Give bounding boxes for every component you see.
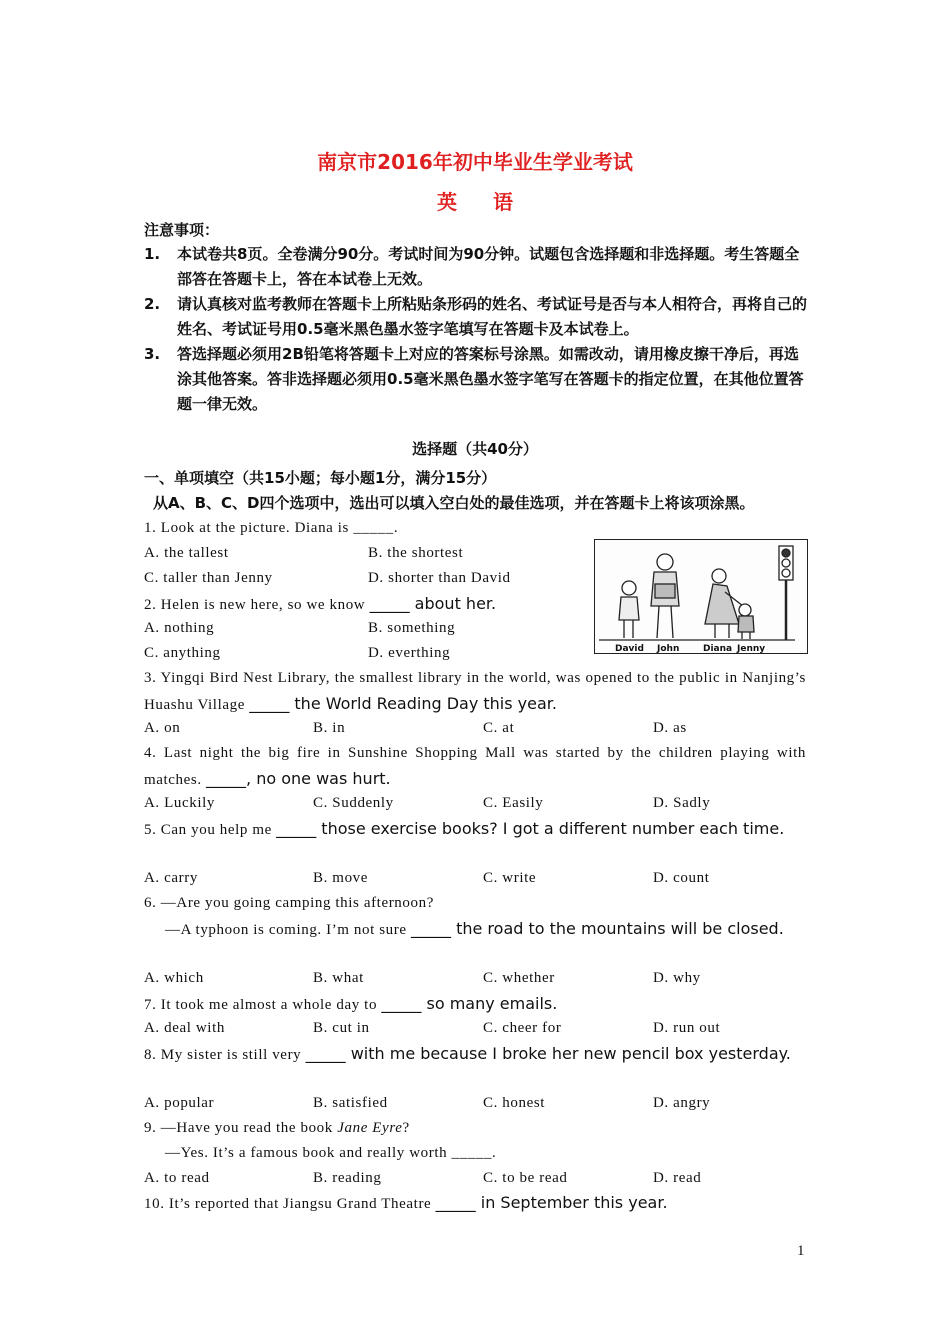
picture-label-diana: Diana: [703, 644, 733, 653]
option: D. count: [653, 870, 710, 886]
option: B. in: [313, 720, 346, 736]
picture-label-john: John: [657, 644, 680, 653]
note-text: 本试卷共8页。全卷满分90分。考试时间为90分钟。试题包含选择题和非选择题。考生答题全部答在答题卡上，答在本试卷上无效。: [177, 245, 800, 288]
note-number: 1.: [144, 245, 161, 263]
exam-subject: 英语: [437, 190, 549, 214]
option: C. anything: [144, 645, 221, 661]
note-text: 答选择题必须用2B铅笔将答题卡上对应的答案标号涂黑。如需改动，请用橡皮擦干净后，再选涂其他答案。答非选择题必须用0.5毫米黑色墨水签字笔写在答题卡的指定位置，在其他位置答题一律无效。: [177, 345, 804, 413]
option: C. write: [483, 870, 537, 886]
note-text: 请认真核对监考教师在答题卡上所粘贴条形码的姓名、考试证号是否与本人相符合，再将自己的姓名、考试证号用0.5毫米黑色墨水签字笔填写在答题卡及本试卷上。: [177, 295, 808, 338]
question-stem-reply: —A typhoon is coming. I’m not sure _____ the road to the mountains will be closed.: [165, 919, 784, 938]
section-title: 选择题（共40分）: [412, 440, 538, 458]
question-stem: 6. —Are you going camping this afternoon?: [144, 895, 434, 911]
option: C. cheer for: [483, 1020, 562, 1036]
option: D. Sadly: [653, 795, 711, 811]
notes-heading: 注意事项：: [144, 221, 220, 239]
note-item: [144, 242, 809, 292]
option: D. why: [653, 970, 701, 986]
option: B. the shortest: [368, 545, 464, 561]
page-number: 1: [797, 1243, 805, 1259]
option: B. cut in: [313, 1020, 370, 1036]
height-comparison-picture: [594, 539, 808, 654]
option: D. angry: [653, 1095, 711, 1111]
note-number: 2.: [144, 295, 161, 313]
note-item: [144, 292, 809, 342]
option: C. to be read: [483, 1170, 568, 1186]
option: D. shorter than David: [368, 570, 511, 586]
exam-title: 南京市2016年初中毕业生学业考试: [317, 150, 633, 174]
note-item: [144, 342, 809, 417]
option: B. move: [313, 870, 369, 886]
option: C. Easily: [483, 795, 544, 811]
option: A. on: [144, 720, 181, 736]
option: C. Suddenly: [313, 795, 394, 811]
question-stem: 1. Look at the picture. Diana is _____.: [144, 520, 399, 536]
option: A. which: [144, 970, 204, 986]
question-stem: 8. My sister is still very _____ with me because I broke her new pencil box yesterday.: [144, 1044, 791, 1063]
option: D. read: [653, 1170, 702, 1186]
option: A. deal with: [144, 1020, 225, 1036]
section-instruction: 从A、B、C、D四个选项中，选出可以填入空白处的最佳选项，并在答题卡上将该项涂黑。: [153, 494, 755, 512]
option: C. at: [483, 720, 515, 736]
option: D. run out: [653, 1020, 721, 1036]
question-stem: 5. Can you help me _____ those exercise books? I got a different number each time.: [144, 819, 785, 838]
option: A. nothing: [144, 620, 215, 636]
option: B. what: [313, 970, 364, 986]
question-stem: 4. Last night the big fire in Sunshine Shopping Mall was started by the children playing with matches. _____, no one was hurt.: [144, 745, 806, 788]
question-stem: 10. It’s reported that Jiangsu Grand Theatre _____ in September this year.: [144, 1193, 668, 1212]
question-stem: 3. Yingqi Bird Nest Library, the smallest library in the world, was opened to the public in Nanjing’s Huashu Village _____ the World Reading Day this year.: [144, 670, 806, 713]
book-title: Jane Eyre: [337, 1120, 403, 1136]
question-stem: 2. Helen is new here, so we know _____ about her.: [144, 594, 497, 613]
option: A. to read: [144, 1170, 210, 1186]
picture-label-david: David: [615, 644, 644, 653]
people-illustration: [595, 540, 807, 653]
note-number: 3.: [144, 345, 161, 363]
question-stem: 7. It took me almost a whole day to _____ so many emails.: [144, 994, 558, 1013]
option: B. reading: [313, 1170, 382, 1186]
picture-label-jenny: Jenny: [737, 644, 766, 653]
question-stem: 9. —Have you read the book Jane Eyre?: [144, 1120, 410, 1136]
option: B. satisfied: [313, 1095, 388, 1111]
option: A. popular: [144, 1095, 215, 1111]
question-stem-reply: —Yes. It’s a famous book and really worth _____.: [165, 1145, 497, 1161]
option: D. everthing: [368, 645, 451, 661]
option: A. Luckily: [144, 795, 215, 811]
option: A. carry: [144, 870, 198, 886]
option: C. taller than Jenny: [144, 570, 273, 586]
option: C. whether: [483, 970, 555, 986]
option: C. honest: [483, 1095, 546, 1111]
option: B. something: [368, 620, 456, 636]
option: D. as: [653, 720, 687, 736]
part-title: 一、单项填空（共15小题；每小题1分，满分15分）: [144, 469, 497, 487]
option: A. the tallest: [144, 545, 229, 561]
